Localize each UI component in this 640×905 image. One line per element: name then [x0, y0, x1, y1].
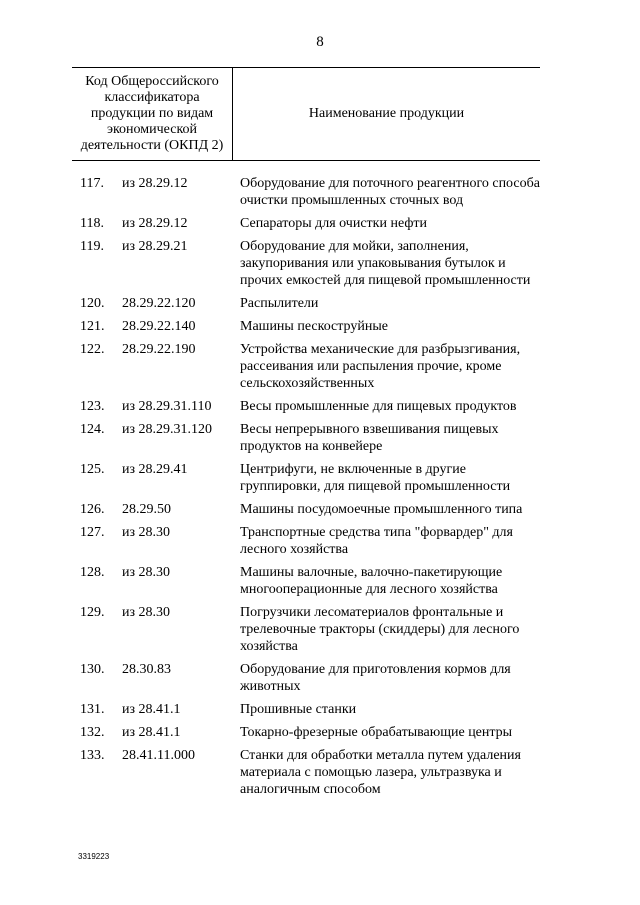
row-name: Транспортные средства типа "форвардер" для лесного хозяйства — [240, 525, 513, 557]
table-row — [0, 501, 640, 518]
table-row — [0, 238, 640, 289]
row-name: Машины валочные, валочно-пакетирующие многооперационные для лесного хозяйства — [240, 565, 503, 597]
table-header — [72, 67, 540, 161]
product-table — [0, 175, 640, 804]
row-number: 133. — [80, 748, 105, 763]
row-code: из 28.41.1 — [122, 702, 181, 717]
table-row — [0, 175, 640, 209]
row-number: 123. — [80, 399, 105, 414]
row-code: 28.41.11.000 — [122, 748, 195, 763]
row-code: 28.29.22.190 — [122, 342, 196, 357]
row-code: из 28.29.31.110 — [122, 399, 212, 414]
row-code: из 28.30 — [122, 565, 171, 580]
row-code: 28.29.22.120 — [122, 296, 196, 311]
row-code: из 28.29.31.120 — [122, 422, 213, 437]
row-number: 119. — [80, 239, 104, 254]
row-number: 120. — [80, 296, 105, 311]
row-code: из 28.29.12 — [122, 216, 188, 231]
table-row — [0, 341, 640, 392]
table-row — [0, 398, 640, 415]
row-name: Оборудование для поточного реагентного способа очистки промышленных сточных вод — [240, 176, 540, 208]
row-name: Распылители — [240, 296, 319, 311]
row-number: 128. — [80, 565, 105, 580]
row-code: из 28.29.12 — [122, 176, 188, 191]
row-number: 127. — [80, 525, 105, 540]
row-number: 117. — [80, 176, 104, 191]
table-row — [0, 564, 640, 598]
row-name: Погрузчики лесоматериалов фронтальные и трелевочные тракторы (скиддеры) для лесного хозяйства — [240, 605, 520, 654]
header-okpd-code: Код Общероссийского классификатора продукции по видам экономической деятельности (ОКПД 2) — [72, 68, 233, 160]
row-code: 28.30.83 — [122, 662, 171, 677]
row-number: 122. — [80, 342, 105, 357]
table-row — [0, 295, 640, 312]
row-name: Машины посудомоечные промышленного типа — [240, 502, 523, 517]
row-name: Весы непрерывного взвешивания пищевых продуктов на конвейере — [240, 422, 499, 454]
table-row — [0, 524, 640, 558]
table-row — [0, 318, 640, 335]
row-code: из 28.29.41 — [122, 462, 188, 477]
row-number: 125. — [80, 462, 105, 477]
table-row — [0, 701, 640, 718]
table-row — [0, 747, 640, 798]
row-code: 28.29.22.140 — [122, 319, 196, 334]
row-name: Прошивные станки — [240, 702, 357, 717]
table-row — [0, 724, 640, 741]
row-code: из 28.41.1 — [122, 725, 181, 740]
row-number: 124. — [80, 422, 105, 437]
row-code: из 28.29.21 — [122, 239, 188, 254]
row-code: из 28.30 — [122, 525, 171, 540]
table-row — [0, 661, 640, 695]
row-number: 132. — [80, 725, 105, 740]
table-row — [0, 461, 640, 495]
row-name: Центрифуги, не включенные в другие группировки, для пищевой промышленности — [240, 462, 511, 494]
row-number: 130. — [80, 662, 105, 677]
row-number: 121. — [80, 319, 105, 334]
row-name: Токарно-фрезерные обрабатывающие центры — [240, 725, 513, 740]
table-row — [0, 604, 640, 655]
page-number: 8 — [316, 34, 324, 50]
row-name: Станки для обработки металла путем удаления материала с помощью лазера, ультразвука и аналогичным способом — [240, 748, 521, 797]
table-row — [0, 215, 640, 232]
table-row — [0, 421, 640, 455]
row-name: Оборудование для мойки, заполнения, закупоривания или упаковывания бутылок и прочих емкостей для пищевой промышленности — [240, 239, 531, 288]
row-number: 129. — [80, 605, 105, 620]
row-number: 118. — [80, 216, 104, 231]
header-product-name: Наименование продукции — [308, 106, 465, 121]
row-number: 126. — [80, 502, 105, 517]
row-code: из 28.30 — [122, 605, 171, 620]
row-name: Сепараторы для очистки нефти — [240, 216, 428, 231]
row-name: Машины пескоструйные — [240, 319, 388, 334]
row-number: 131. — [80, 702, 105, 717]
row-name: Устройства механические для разбрызгивания, рассеивания или распыления прочие, кроме сельскохозяйственных — [240, 342, 521, 391]
row-name: Оборудование для приготовления кормов для животных — [240, 662, 511, 694]
row-name: Весы промышленные для пищевых продуктов — [240, 399, 517, 414]
document-id: 3319223 — [78, 852, 110, 861]
row-code: 28.29.50 — [122, 502, 171, 517]
